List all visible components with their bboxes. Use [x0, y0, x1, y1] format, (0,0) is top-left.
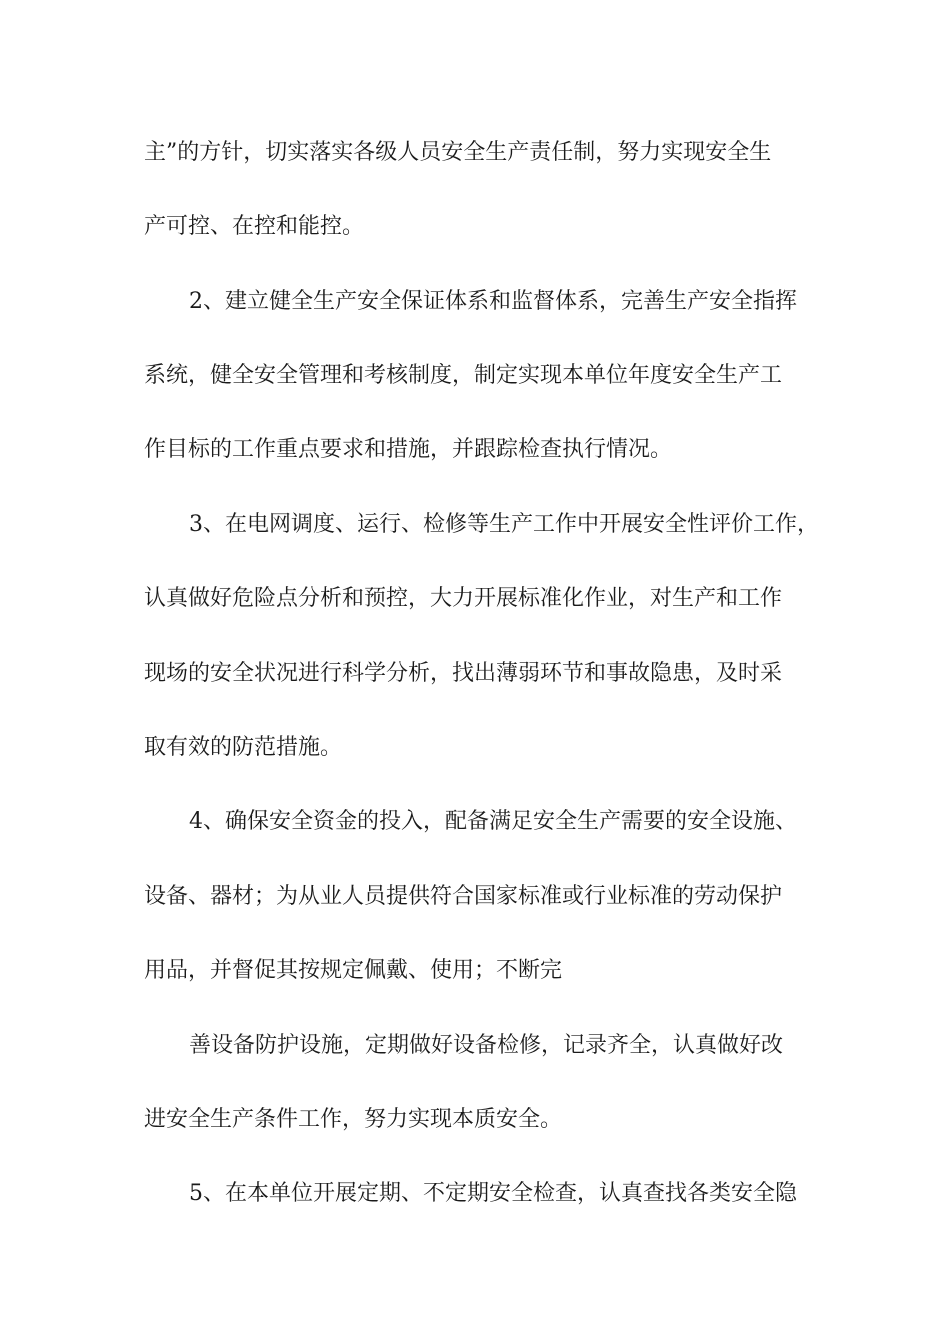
text-line: 2、建立健全生产安全保证体系和监督体系，完善生产安全指挥	[189, 289, 797, 314]
text-line: 用品，并督促其按规定佩戴、使用；不断完	[144, 958, 563, 983]
text-line: 产可控、在控和能控。	[144, 214, 365, 239]
text-line: 作目标的工作重点要求和措施，并跟踪检查执行情况。	[144, 437, 673, 462]
text-line: 5、在本单位开展定期、不定期安全检查，认真查找各类安全隐	[189, 1181, 797, 1206]
text-line: 进安全生产条件工作，努力实现本质安全。	[144, 1107, 563, 1132]
text-line: 善设备防护设施，定期做好设备检修，记录齐全，认真做好改	[189, 1033, 784, 1058]
text-line: 主”的方针，切实落实各级人员安全生产责任制，努力实现安全生	[144, 140, 772, 165]
text-line: 现场的安全状况进行科学分析，找出薄弱环节和事故隐患，及时采	[144, 661, 783, 686]
text-line: 4、确保安全资金的投入，配备满足安全生产需要的安全设施、	[189, 809, 797, 834]
text-line: 认真做好危险点分析和预控，大力开展标准化作业，对生产和工作	[144, 586, 783, 611]
text-line: 3、在电网调度、运行、检修等生产工作中开展安全性评价工作，	[189, 512, 819, 537]
text-line: 取有效的防范措施。	[144, 735, 343, 760]
text-line: 设备、器材；为从业人员提供符合国家标准或行业标准的劳动保护	[144, 884, 783, 909]
text-line: 系统，健全安全管理和考核制度，制定实现本单位年度安全生产工	[144, 363, 783, 388]
